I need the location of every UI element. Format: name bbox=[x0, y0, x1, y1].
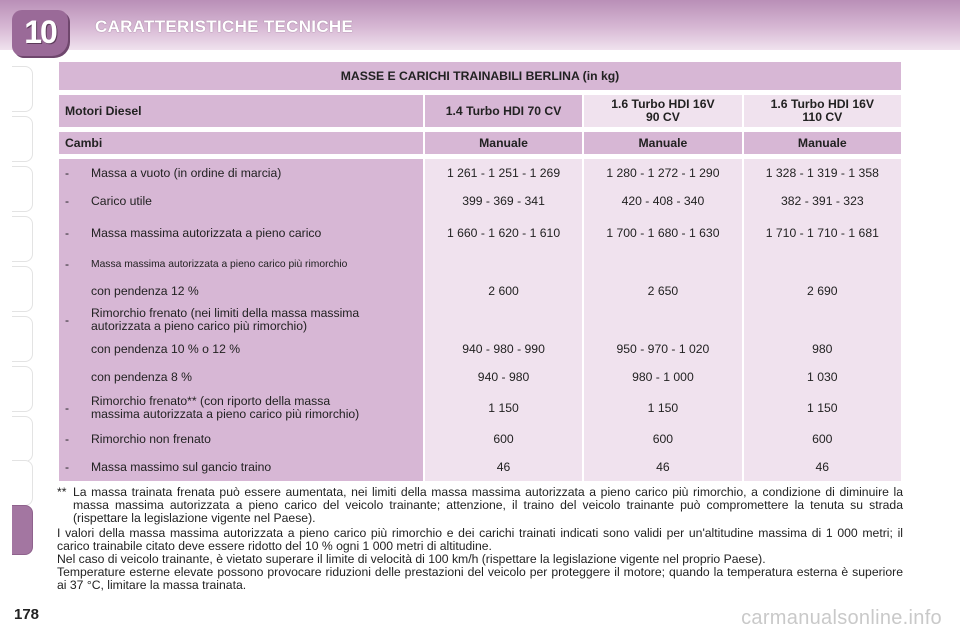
table-row bbox=[59, 251, 901, 277]
row-label-cell bbox=[59, 453, 423, 481]
note-paragraph: I valori della massa massima autorizzata a pieno carico più rimorchio e dei carichi trainati indicati sono validi per un'altitudine massima di 1 000 metri; il carico trainabile citato deve essere ridotto del 10 % ogni 1 000 metri di altitudine. bbox=[57, 526, 903, 553]
row-value: 2 690 bbox=[744, 277, 901, 305]
row-label: Rimorchio non frenato bbox=[91, 431, 211, 446]
table-title: MASSE E CARICHI TRAINABILI BERLINA (in kg) bbox=[59, 62, 901, 90]
table-row bbox=[59, 335, 901, 363]
side-tab-3[interactable] bbox=[12, 166, 33, 212]
table-row bbox=[59, 215, 901, 251]
engine-header-row bbox=[59, 95, 901, 127]
row-value bbox=[584, 305, 741, 335]
chapter-badge bbox=[12, 10, 68, 56]
row-value: 1 150 bbox=[744, 391, 901, 425]
note-paragraph: Nel caso di veicolo trainante, è vietato superare il limite di velocità di 100 km/h (rispettare la legislazione vigente nel proprio Paese). bbox=[57, 552, 766, 566]
row-value: 399 - 369 - 341 bbox=[425, 187, 582, 215]
row-value bbox=[744, 251, 901, 277]
row-value: 382 - 391 - 323 bbox=[744, 187, 901, 215]
row-value: 46 bbox=[425, 453, 582, 481]
engine-label: Motori Diesel bbox=[59, 95, 423, 127]
row-value: 950 - 970 - 1 020 bbox=[584, 335, 741, 363]
row-value: 1 328 - 1 319 - 1 358 bbox=[744, 159, 901, 187]
chapter-header bbox=[0, 0, 960, 50]
row-dash: - bbox=[65, 226, 70, 240]
row-label: con pendenza 12 % bbox=[91, 283, 199, 298]
row-value: 2 600 bbox=[425, 277, 582, 305]
table-title-row bbox=[59, 62, 901, 90]
gearbox-header-row bbox=[59, 132, 901, 154]
table-row bbox=[59, 187, 901, 215]
table-row bbox=[59, 453, 901, 481]
note-paragraph: Temperature esterne elevate possono provocare riduzioni delle prestazioni del veicolo per proteggere il motore; quando la temperatura esterna è superiore ai 37 °C, limitare la massa trainata. bbox=[57, 565, 903, 592]
row-dash: - bbox=[65, 401, 70, 415]
row-value: 940 - 980 - 990 bbox=[425, 335, 582, 363]
row-dash: - bbox=[65, 432, 70, 446]
row-value: 1 700 - 1 680 - 1 630 bbox=[584, 215, 741, 251]
row-label-cell bbox=[59, 391, 423, 425]
watermark: carmanualsonline.info bbox=[741, 607, 942, 629]
footnote-text: La massa trainata frenata può essere aumentata, nei limiti della massa massima autorizzata a pieno carico più rimorchio, a condizione di diminuire la massa massima autorizzata a pieno carico del veicolo trainante; attenzione, il traino del veicolo trainante può compromettere la tenuta su strada (rispettare la legislazione vigente nel Paese). bbox=[73, 485, 903, 525]
row-label: Massa massimo sul gancio traino bbox=[91, 459, 272, 474]
side-tab-6[interactable] bbox=[12, 316, 33, 362]
notes-section bbox=[57, 486, 903, 592]
gearbox-header: Manuale bbox=[744, 132, 901, 154]
row-value bbox=[425, 251, 582, 277]
row-dash: - bbox=[65, 313, 70, 327]
towing-masses-table bbox=[57, 62, 903, 481]
row-value: 1 261 - 1 251 - 1 269 bbox=[425, 159, 582, 187]
gearbox-header: Manuale bbox=[425, 132, 582, 154]
row-dash: - bbox=[65, 460, 70, 474]
row-value: 2 650 bbox=[584, 277, 741, 305]
row-value: 420 - 408 - 340 bbox=[584, 187, 741, 215]
row-label: Carico utile bbox=[91, 193, 152, 208]
footnote bbox=[57, 486, 903, 525]
table-row bbox=[59, 391, 901, 425]
side-tab-9[interactable] bbox=[12, 460, 33, 506]
row-label-cell bbox=[59, 215, 423, 251]
gearbox-header: Manuale bbox=[584, 132, 741, 154]
row-value: 1 710 - 1 710 - 1 681 bbox=[744, 215, 901, 251]
row-value: 600 bbox=[425, 425, 582, 453]
row-label-cell bbox=[59, 159, 423, 187]
row-value: 980 bbox=[744, 335, 901, 363]
row-value: 980 - 1 000 bbox=[584, 363, 741, 391]
side-tab-active[interactable] bbox=[12, 505, 33, 555]
row-value bbox=[584, 251, 741, 277]
row-dash: - bbox=[65, 257, 70, 271]
row-value: 46 bbox=[584, 453, 741, 481]
row-value bbox=[744, 305, 901, 335]
row-value: 600 bbox=[584, 425, 741, 453]
row-label-cell bbox=[59, 187, 423, 215]
row-label: Rimorchio frenato (nei limiti della massa massima autorizzata a pieno carico più rimorchio) bbox=[91, 306, 360, 333]
table-row bbox=[59, 277, 901, 305]
row-dash: - bbox=[65, 194, 70, 208]
side-tab-5[interactable] bbox=[12, 266, 33, 312]
row-label: Massa a vuoto (in ordine di marcia) bbox=[91, 165, 282, 180]
side-tab-4[interactable] bbox=[12, 216, 33, 262]
row-dash: - bbox=[65, 166, 70, 180]
row-value: 1 150 bbox=[425, 391, 582, 425]
row-value: 46 bbox=[744, 453, 901, 481]
table-row bbox=[59, 425, 901, 453]
table-row bbox=[59, 305, 901, 335]
row-label: con pendenza 8 % bbox=[91, 369, 192, 384]
row-value: 1 660 - 1 620 - 1 610 bbox=[425, 215, 582, 251]
row-label: Massa massima autorizzata a pieno carico più rimorchio bbox=[91, 258, 348, 270]
side-tab-1[interactable] bbox=[12, 66, 33, 112]
table-row bbox=[59, 159, 901, 187]
gearbox-label: Cambi bbox=[59, 132, 423, 154]
side-tab-8[interactable] bbox=[12, 416, 33, 462]
row-value: 1 150 bbox=[584, 391, 741, 425]
row-value: 1 030 bbox=[744, 363, 901, 391]
row-label-cell bbox=[59, 363, 423, 391]
engine-header: 1.6 Turbo HDI 16V 90 CV bbox=[584, 95, 741, 127]
engine-header: 1.6 Turbo HDI 16V 110 CV bbox=[744, 95, 901, 127]
row-label-cell bbox=[59, 305, 423, 335]
page-number: 178 bbox=[14, 606, 40, 623]
footnote-marker: ** bbox=[57, 485, 67, 499]
row-value: 600 bbox=[744, 425, 901, 453]
row-label-cell bbox=[59, 425, 423, 453]
row-label: con pendenza 10 % o 12 % bbox=[91, 341, 241, 356]
side-tab-7[interactable] bbox=[12, 366, 33, 412]
row-value bbox=[425, 305, 582, 335]
row-label-cell bbox=[59, 277, 423, 305]
chapter-number: 10 bbox=[24, 14, 56, 50]
row-value: 940 - 980 bbox=[425, 363, 582, 391]
row-label-cell bbox=[59, 335, 423, 363]
row-label: Rimorchio frenato** (con riporto della massa massima autorizzata a pieno carico più rimorchio) bbox=[91, 394, 360, 421]
row-label-cell bbox=[59, 251, 423, 277]
row-value: 1 280 - 1 272 - 1 290 bbox=[584, 159, 741, 187]
chapter-title: CARATTERISTICHE TECNICHE bbox=[95, 17, 354, 36]
table-row bbox=[59, 363, 901, 391]
row-label: Massa massima autorizzata a pieno carico bbox=[91, 225, 322, 240]
side-tab-2[interactable] bbox=[12, 116, 33, 162]
engine-header: 1.4 Turbo HDI 70 CV bbox=[425, 95, 582, 127]
